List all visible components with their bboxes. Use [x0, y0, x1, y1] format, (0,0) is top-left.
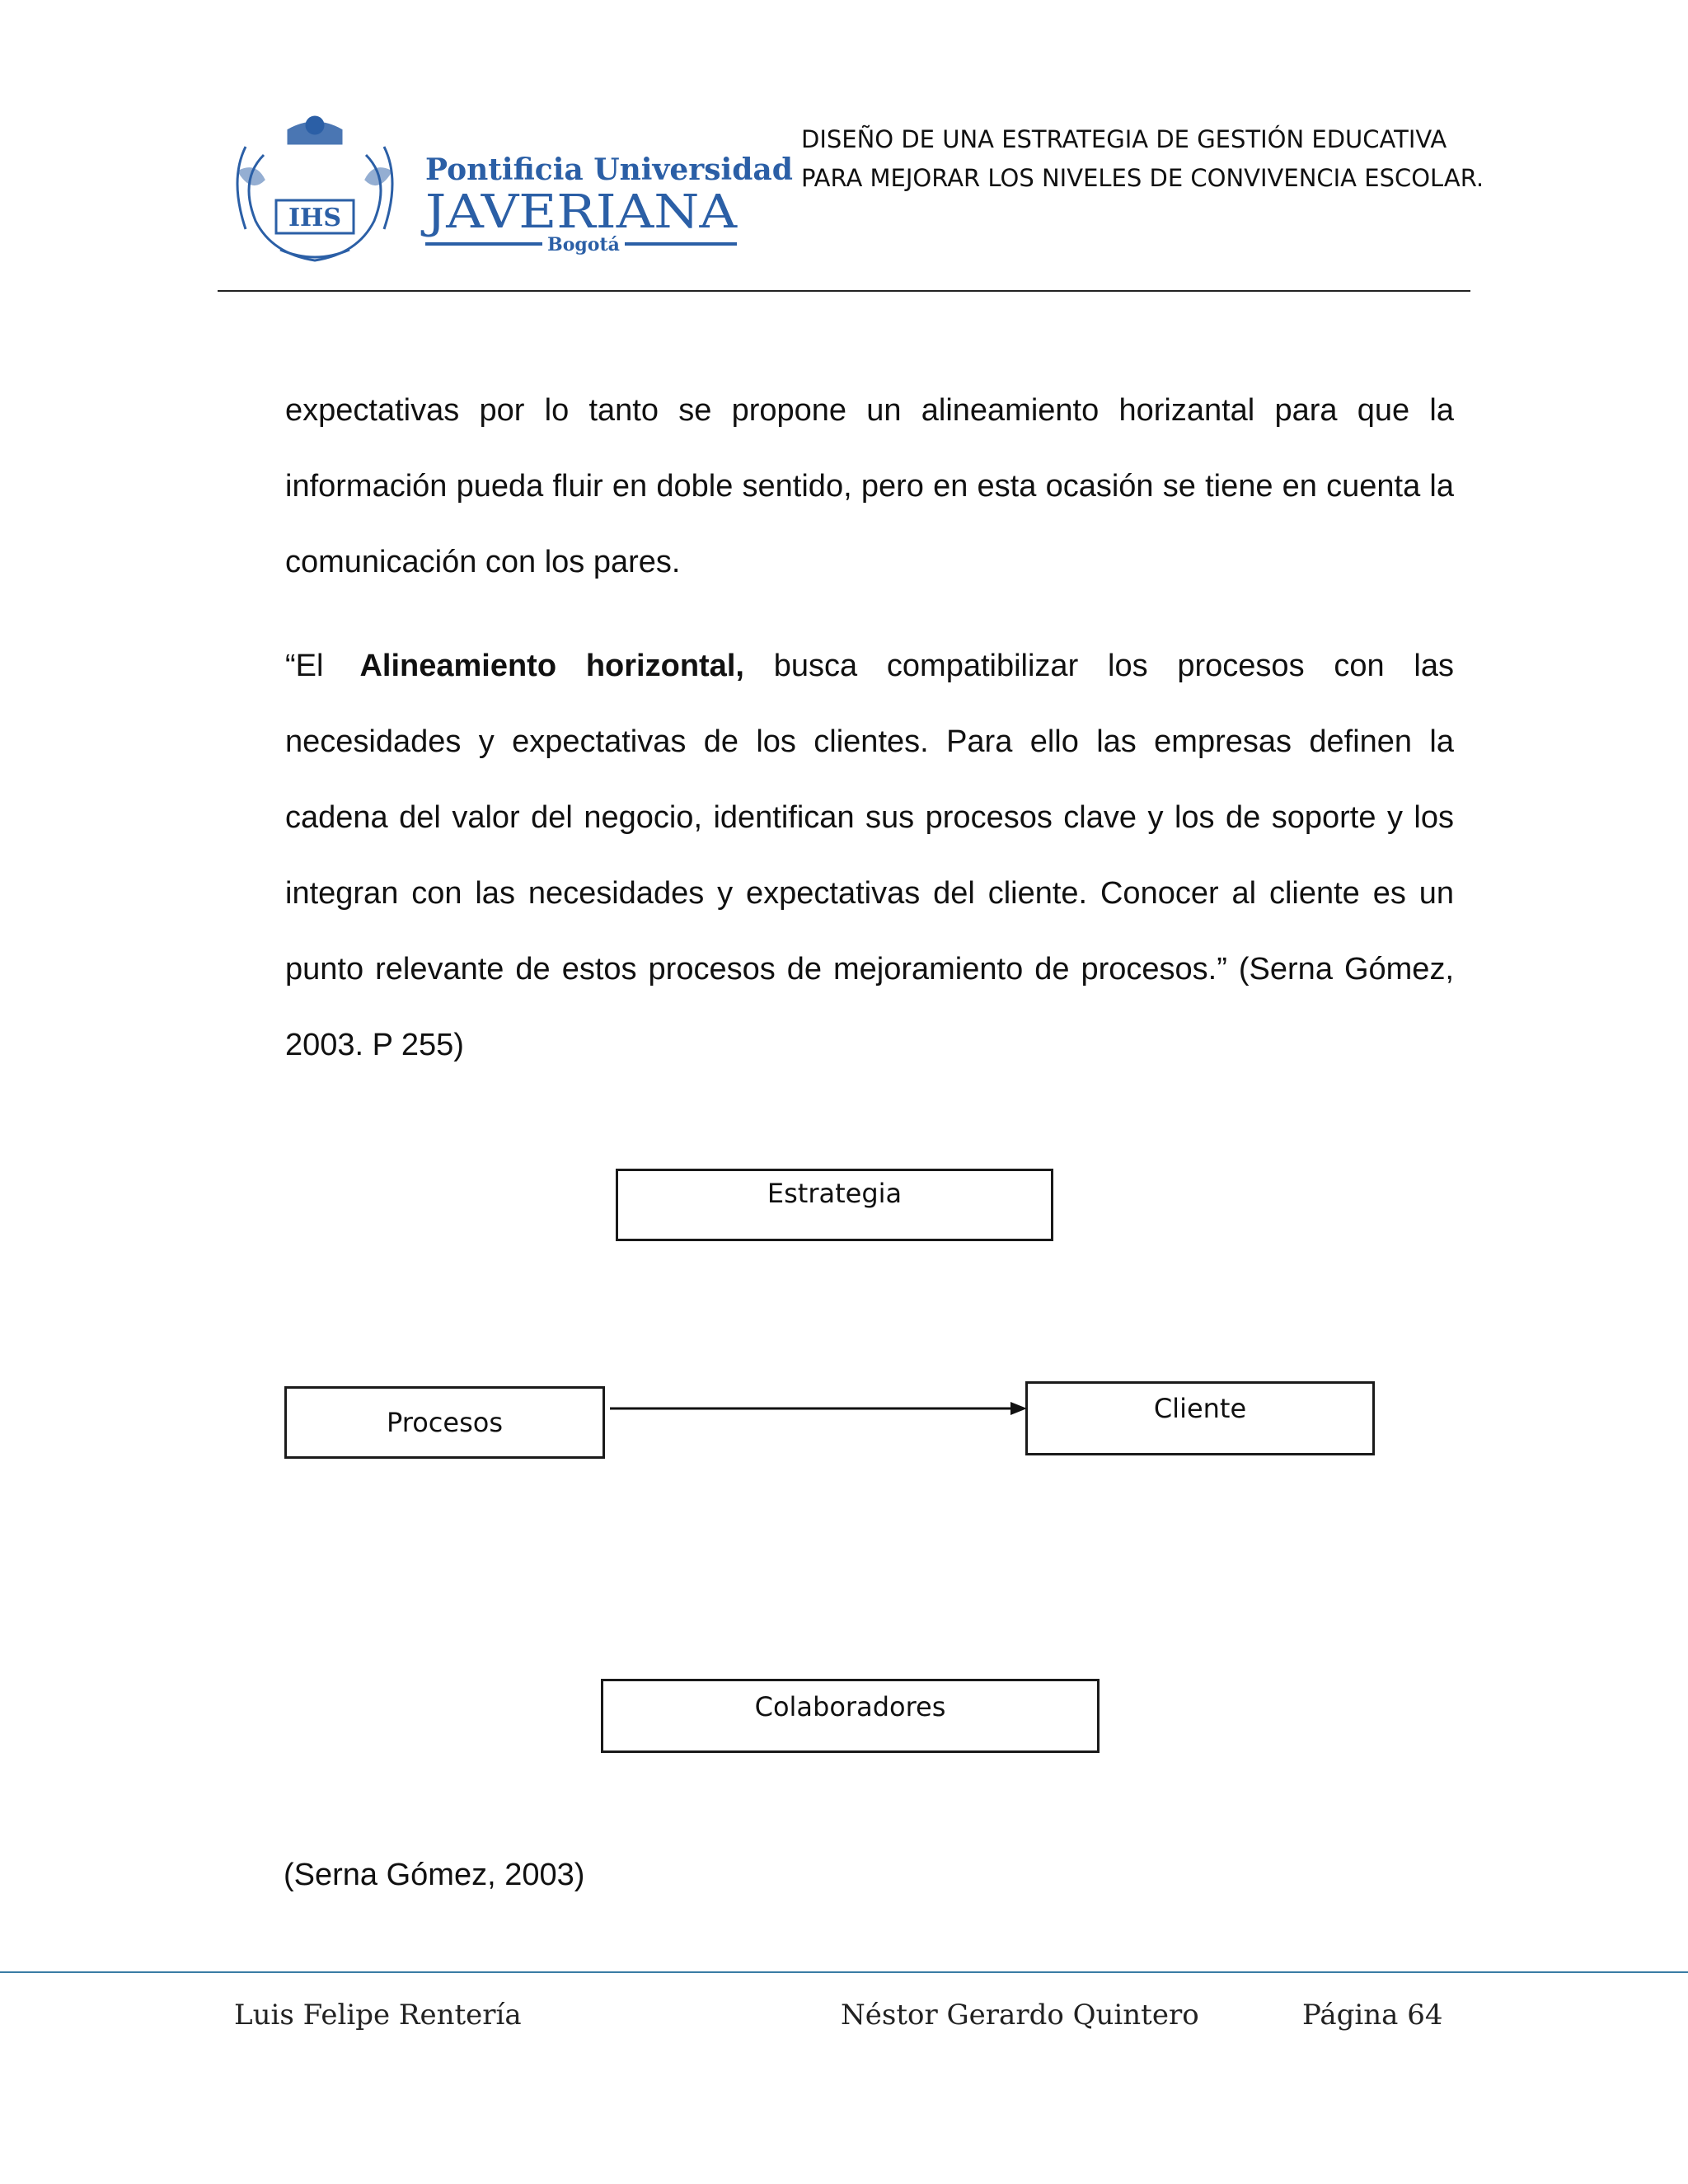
footer-page-number: Página 64: [1302, 1999, 1443, 2032]
quote-body: busca compatibilizar los procesos con las necesidades y expectativas de los clientes. Para ello las empresas definen la cadena del valor del negocio, identifican sus procesos clave y los de soporte y los integran con las necesidades y expectativas del cliente. Conocer al cliente es un punto relevante de estos procesos de mejoramiento de procesos.” (Serna Gómez, 2003. P 255): [285, 649, 1454, 1062]
footer-author-2: Néstor Gerardo Quintero: [841, 1999, 1199, 2032]
university-crest-icon: [231, 114, 793, 262]
diagram-box-estrategia: [616, 1169, 1053, 1241]
footer-divider: [0, 1971, 1688, 1973]
diagram-label-cliente: Cliente: [1153, 1393, 1247, 1424]
diagram-box-cliente: [1025, 1381, 1375, 1455]
quote-term-bold: Alineamiento horizontal,: [359, 649, 744, 683]
document-header-title: [801, 120, 1510, 198]
university-logo: [231, 114, 793, 262]
svg-text:Pontificia Universidad: Pontificia Universidad: [425, 152, 793, 187]
paragraph-intro: expectativas por lo tanto se propone un alineamiento horizantal para que la información pueda fluir en doble sentido, pero en esta ocasión se tiene en cuenta la comunicación con los pares.: [285, 393, 1454, 579]
diagram-label-procesos: Procesos: [387, 1407, 503, 1438]
svg-text:JAVERIANA: JAVERIANA: [420, 185, 738, 239]
paragraph-quote: [285, 628, 1454, 1083]
header-title-line2: PARA MEJORAR LOS NIVELES DE CONVIVENCIA ESCOLAR.: [801, 164, 1484, 192]
svg-text:Bogotá: Bogotá: [547, 234, 620, 255]
svg-text:IHS: IHS: [288, 204, 342, 232]
footer-author-1: Luis Felipe Rentería: [234, 1999, 522, 2032]
diagram-box-procesos: [284, 1386, 605, 1459]
header-title-line1: DISEÑO DE UNA ESTRATEGIA DE GESTIÓN EDUCATIVA: [801, 125, 1447, 153]
quote-open: “El: [285, 649, 324, 683]
diagram-box-colaboradores: [601, 1679, 1100, 1753]
header-divider: [218, 290, 1470, 292]
diagram-label-estrategia: Estrategia: [767, 1178, 903, 1209]
diagram-label-colaboradores: Colaboradores: [754, 1691, 946, 1722]
diagram-arrow-procesos-cliente: [608, 1396, 1030, 1421]
diagram-caption: (Serna Gómez, 2003): [284, 1858, 585, 1892]
